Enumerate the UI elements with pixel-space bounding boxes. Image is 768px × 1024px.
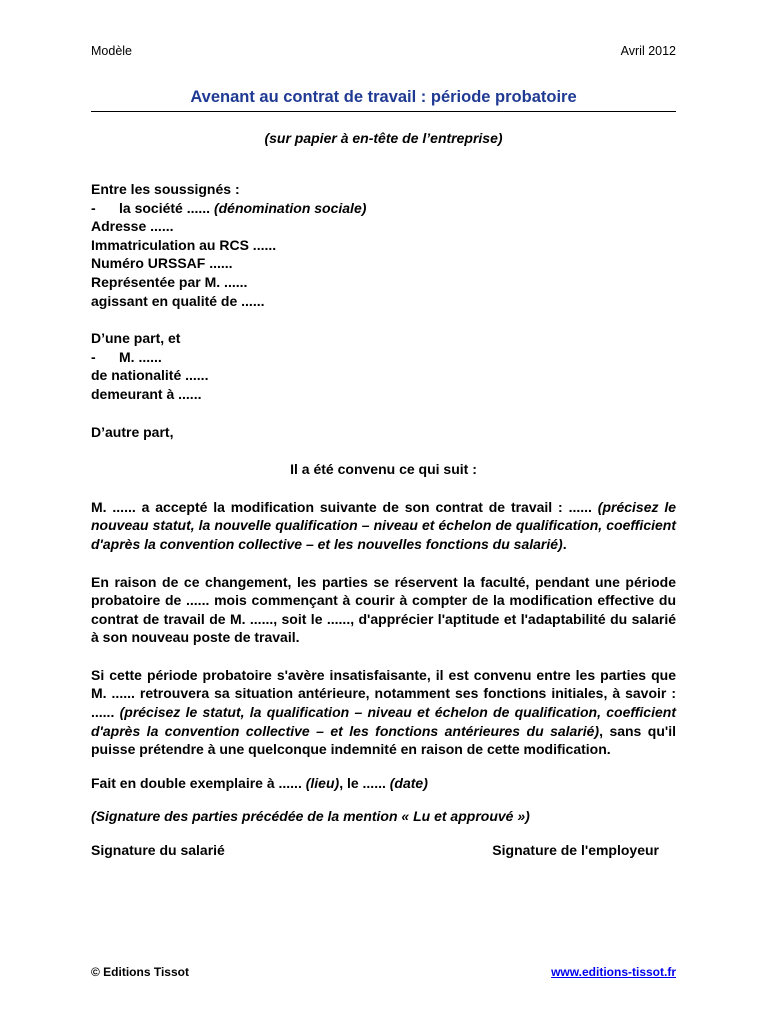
header-label: Modèle	[91, 44, 132, 58]
paragraph-modification	[91, 498, 676, 554]
first-part-line: D’une part, et	[91, 330, 181, 347]
residence-line: demeurant à ......	[91, 385, 202, 402]
rcs-line: Immatriculation au RCS ......	[91, 236, 277, 253]
company-line-hint: (dénomination sociale)	[213, 199, 367, 216]
signature-row	[91, 841, 676, 860]
title-underline	[91, 111, 676, 112]
paragraph-probation: En raison de ce changement, les parties se réservent la faculté, pendant une période probatoire de ...... mois commençant à courir à compter de la modification effective du contrat de travail de M. ......, soit le ......, d'apprécier l'aptitude et l'adaptabilité du salarié à son nouveau poste de travail.	[91, 573, 676, 646]
done-date-text: , le ......	[339, 774, 390, 791]
para1-end: .	[562, 535, 567, 552]
footer-copyright: © Editions Tissot	[91, 965, 189, 979]
urssaf-line: Numéro URSSAF ......	[91, 255, 233, 272]
parties-intro: Entre les soussignés :	[91, 181, 240, 197]
para1-text: M. ...... a accepté la modification suivante de son contrat de travail : ......	[91, 498, 598, 515]
address-line: Adresse ......	[91, 218, 174, 235]
signature-note: (Signature des parties précédée de la mention « Lu et approuvé »)	[91, 808, 530, 825]
header-date: Avril 2012	[620, 44, 676, 58]
second-part-line: D’autre part,	[91, 423, 174, 440]
nationality-line: de nationalité ......	[91, 367, 209, 384]
para3-text: Si cette période probatoire s'avère insatisfaisante, il est convenu entre les parties que M. ...... retrouvera sa situation antérieure, notamment ses fonctions initiales, à savoir : ......	[91, 666, 676, 721]
employee-line-text: M. ......	[119, 348, 162, 365]
represented-line: Représentée par M. ......	[91, 273, 248, 290]
footer-website-link[interactable]: www.editions-tissot.fr	[551, 965, 676, 979]
agreed-heading: Il a été convenu ce qui suit :	[290, 461, 477, 478]
done-place-hint: (lieu)	[305, 774, 340, 791]
document-title: Avenant au contrat de travail : période probatoire	[190, 88, 577, 106]
employer-signature-label: Signature de l'employeur	[492, 842, 659, 859]
capacity-line: agissant en qualité de ......	[91, 292, 265, 309]
document-body	[91, 180, 676, 860]
paragraph-unsatisfactory	[91, 666, 676, 759]
list-dash: -	[91, 199, 96, 216]
company-line-text: la société ......	[119, 199, 214, 216]
para3-end: , sans qu'il puisse prétendre à une quelconque indemnité en raison de cette modification.	[91, 722, 676, 758]
done-text: Fait en double exemplaire à ......	[91, 774, 306, 791]
company-line	[91, 199, 676, 218]
document-subtitle: (sur papier à en-tête de l’entreprise)	[264, 130, 503, 146]
para1-hint: (précisez le nouveau statut, la nouvelle qualification – niveau et échelon de qualification, coefficient d'après la convention collective – et les nouvelles fonctions du salarié)	[91, 498, 677, 552]
employee-line	[91, 348, 676, 367]
done-line	[91, 774, 676, 793]
para3-hint: (précisez le statut, la qualification – niveau et échelon de qualification, coefficient d'après la convention collective – et les fonctions antérieures du salarié)	[91, 704, 676, 739]
list-dash: -	[91, 348, 96, 365]
employee-signature-label: Signature du salarié	[91, 842, 225, 859]
done-date-hint: (date)	[389, 774, 428, 791]
